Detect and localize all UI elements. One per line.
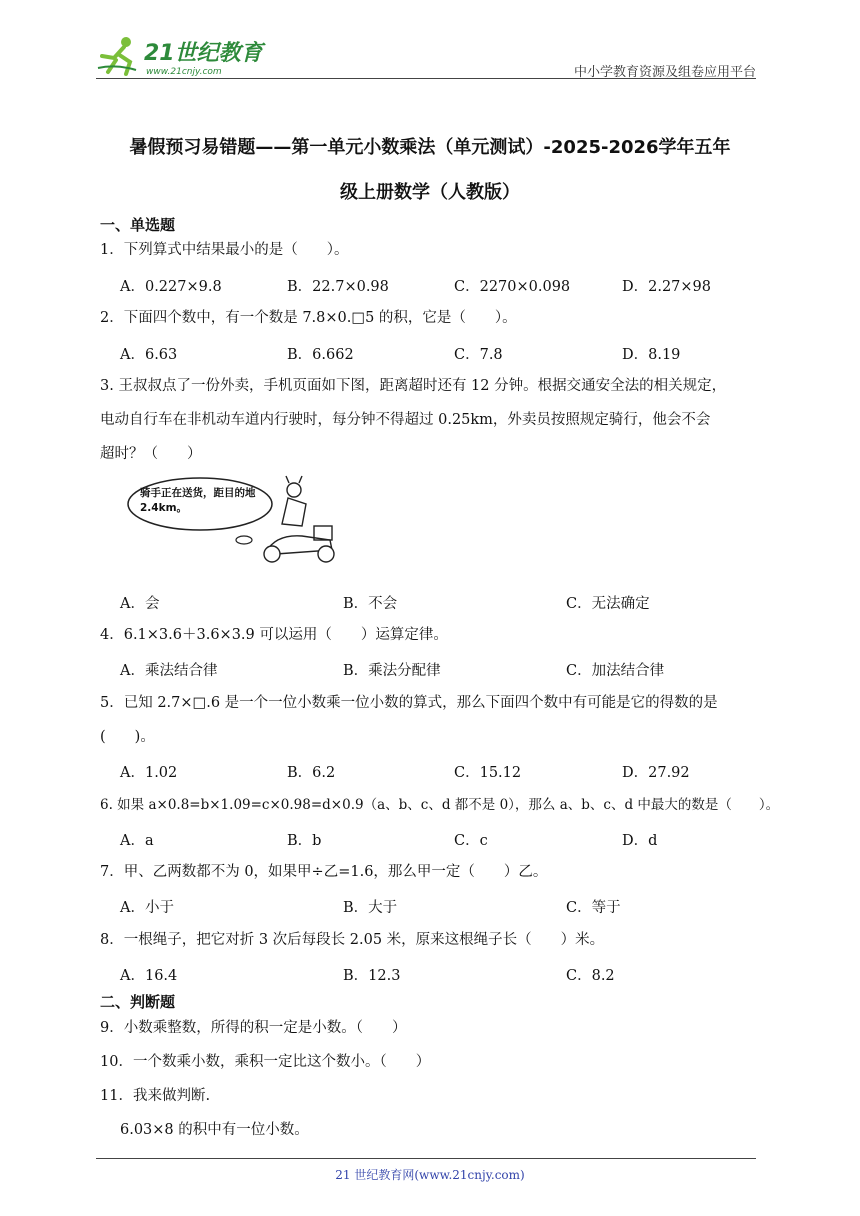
q3-option-a: A．会 (120, 596, 160, 612)
q2-option-d: D．8.19 (622, 347, 681, 363)
question-2: 2．下面四个数中，有一个数是 7.8×0.□5 的积，它是（ ）。 (100, 310, 517, 326)
question-9: 9．小数乘整数，所得的积一定是小数。（ ） (100, 1020, 407, 1036)
q4-option-c: C．加法结合律 (566, 663, 665, 679)
q3-option-c: C．无法确定 (566, 596, 650, 612)
delivery-rider-illustration (126, 474, 346, 566)
question-5-line1: 5．已知 2.7×□.6 是一个一位小数乘一位小数的算式，那么下面四个数中有可能是它的得数的是 (100, 695, 718, 711)
q6-option-d: D．d (622, 833, 658, 849)
q5-option-a: A．1.02 (120, 765, 178, 781)
q1-option-b: B．22.7×0.98 (287, 279, 389, 295)
q7-option-b: B．大于 (343, 900, 398, 916)
question-1: 1．下列算式中结果最小的是（ ）。 (100, 242, 349, 258)
footer-text: 21 世纪教育网(www.21cnjy.com) (335, 1168, 525, 1182)
q5-option-d: D．27.92 (622, 765, 690, 781)
q1-option-d: D．2.27×98 (622, 279, 712, 295)
site-logo (96, 34, 266, 78)
footer-divider (96, 1158, 756, 1159)
q2-option-b: B．6.662 (287, 347, 354, 363)
page-title-line1: 暑假预习易错题——第一单元小数乘法（单元测试）-2025-2026学年五年 (129, 137, 731, 158)
logo-url: www.21cnjy.com (146, 67, 222, 77)
q4-option-a: A．乘法结合律 (120, 663, 218, 679)
question-5-line2: ( )。 (100, 729, 155, 745)
scooter-rider-icon (264, 476, 334, 562)
question-3-line2: 电动自行车在非机动车道内行驶时，每分钟不得超过 0.25km，外卖员按照规定骑行，他会不会 (100, 412, 711, 428)
q5-option-c: C．15.12 (454, 765, 522, 781)
q2-option-c: C．7.8 (454, 347, 503, 363)
q7-option-c: C．等于 (566, 900, 621, 916)
question-3-line1: 3. 王叔叔点了一份外卖，手机页面如下图，距离超时还有 12 分钟。根据交通安全法的相关规定， (100, 378, 727, 394)
bubble-text: 骑手正在送货，距目的地 2.4km。 (140, 487, 256, 514)
section-heading-single-choice: 一、单选题 (100, 216, 176, 234)
question-4: 4．6.1×3.6＋3.6×3.9 可以运用（ ）运算定律。 (100, 627, 448, 643)
q6-option-b: B．b (287, 833, 322, 849)
q6-option-c: C．c (454, 833, 488, 849)
q7-option-a: A．小于 (120, 900, 174, 916)
question-11: 11．我来做判断. (100, 1088, 211, 1104)
q2-option-a: A．6.63 (120, 347, 178, 363)
platform-name: 中小学教育资源及组卷应用平台 (573, 65, 756, 80)
q8-option-c: C．8.2 (566, 968, 615, 984)
question-11-statement: 6.03×8 的积中有一位小数。 (120, 1122, 309, 1138)
q3-option-b: B．不会 (343, 596, 398, 612)
q1-option-c: C．2270×0.098 (454, 279, 571, 295)
question-7: 7．甲、乙两数都不为 0，如果甲÷乙=1.6，那么甲一定（ ）乙。 (100, 864, 548, 880)
q5-option-b: B．6.2 (287, 765, 336, 781)
question-6: 6. 如果 a×0.8=b×1.09=c×0.98=d×0.9（a、b、c、d 都不是 0），那么 a、b、c、d 中最大的数是（ ）。 (100, 797, 780, 813)
q8-option-b: B．12.3 (343, 968, 401, 984)
q8-option-a: A．16.4 (120, 968, 178, 984)
runner-icon (98, 37, 136, 74)
q1-option-a: A．0.227×9.8 (120, 279, 222, 295)
q6-option-a: A．a (120, 833, 154, 849)
section-heading-true-false: 二、判断题 (100, 993, 176, 1011)
q4-option-b: B．乘法分配律 (343, 663, 441, 679)
logo-text: 21世纪教育 (144, 41, 263, 66)
page-title-line2: 级上册数学（人教版） (340, 182, 520, 203)
question-3-line3: 超时？（ ） (100, 446, 202, 462)
question-8: 8．一根绳子，把它对折 3 次后每段长 2.05 米，原来这根绳子长（ ）米。 (100, 932, 605, 948)
header-divider (96, 78, 756, 79)
question-10: 10．一个数乘小数，乘积一定比这个数小。（ ） (100, 1054, 431, 1070)
